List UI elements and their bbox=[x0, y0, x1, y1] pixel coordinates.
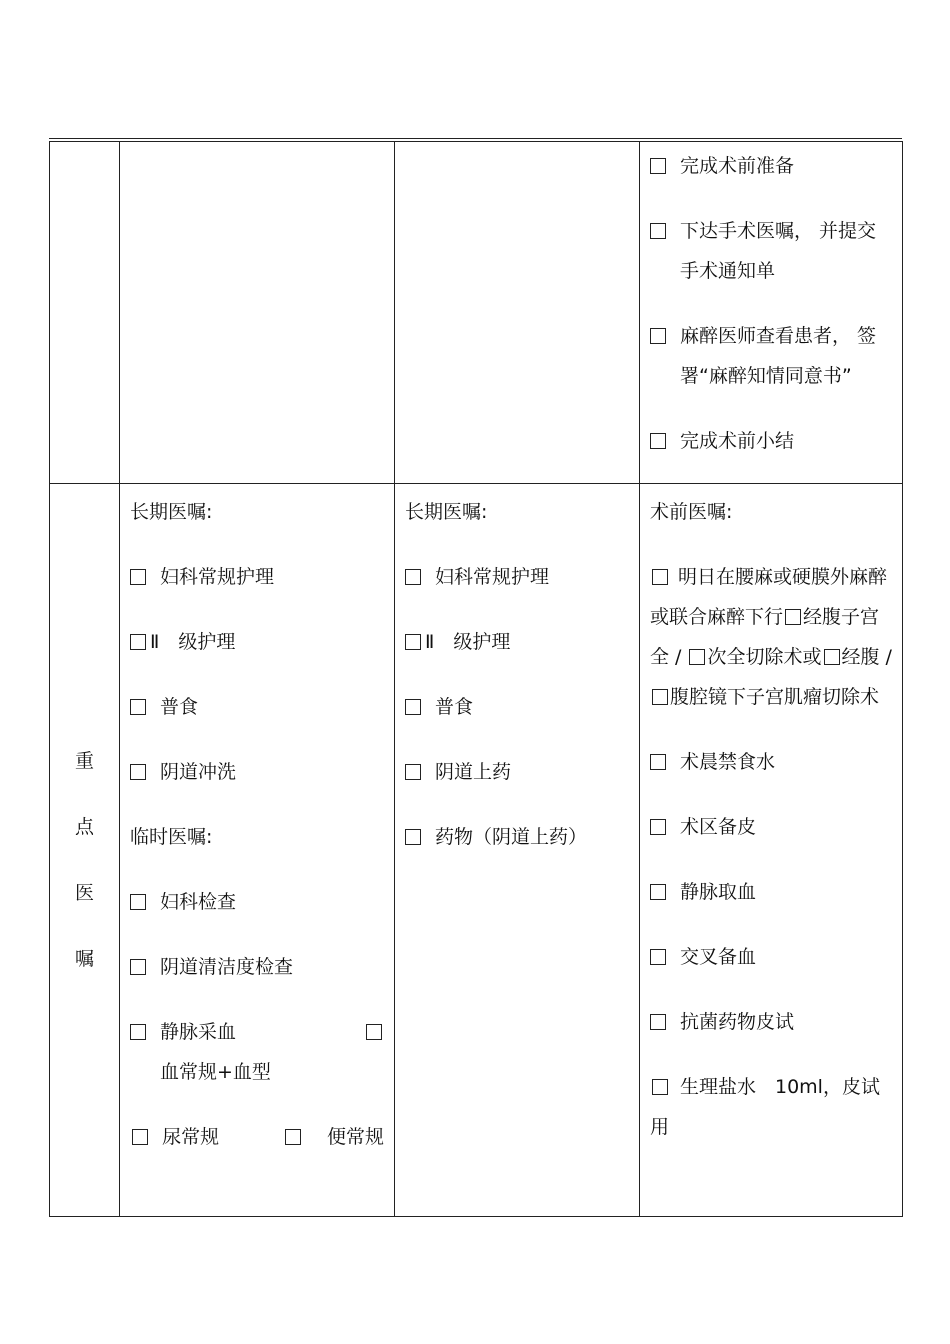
section-heading: 临时医嘱: bbox=[130, 826, 213, 848]
clinical-pathway-table bbox=[49, 141, 903, 1217]
list-item: 交叉备血 bbox=[650, 937, 892, 977]
list-item: 生理盐水 10ml，皮试用 bbox=[650, 1076, 880, 1138]
checkbox[interactable] bbox=[650, 754, 666, 770]
day1-cell bbox=[120, 142, 395, 484]
list-item: 妇科常规护理 bbox=[405, 557, 629, 597]
section-heading: 长期医嘱: bbox=[130, 501, 213, 523]
day2-orders-cell bbox=[395, 484, 640, 1217]
checkbox[interactable] bbox=[130, 959, 146, 975]
list-item: 完成术前小结 bbox=[650, 421, 892, 461]
checkbox[interactable] bbox=[650, 819, 666, 835]
checkbox[interactable] bbox=[130, 894, 146, 910]
list-item: 普食 bbox=[405, 687, 629, 727]
list-item: 下达手术医嘱， 并提交手术通知单 bbox=[650, 211, 892, 291]
checkbox[interactable] bbox=[285, 1129, 301, 1145]
checkbox[interactable] bbox=[130, 699, 146, 715]
checkbox[interactable] bbox=[405, 764, 421, 780]
checkbox[interactable] bbox=[130, 569, 146, 585]
list-item: 阴道冲洗 bbox=[130, 752, 384, 792]
surgery-order: 明日在腰麻或硬膜外麻醉或联合麻醉下行 经腹子宫全 / 次全切除术或 经腹 / 腹腔镜下子宫肌瘤切除术 bbox=[650, 566, 892, 708]
checkbox[interactable] bbox=[689, 649, 705, 665]
list-item: 阴道上药 bbox=[405, 752, 629, 792]
checkbox[interactable] bbox=[132, 1129, 148, 1145]
checkbox[interactable] bbox=[130, 764, 146, 780]
list-item: Ⅱ 级护理 bbox=[405, 622, 629, 662]
list-item: 术晨禁食水 bbox=[650, 742, 892, 782]
list-item: 静脉采血 血常规+血型 bbox=[130, 1012, 384, 1092]
label-cell bbox=[50, 142, 120, 484]
list-item: 抗菌药物皮试 bbox=[650, 1002, 892, 1042]
checkbox[interactable] bbox=[405, 699, 421, 715]
checkbox[interactable] bbox=[785, 609, 801, 625]
list-item: 药物（阴道上药） bbox=[405, 817, 629, 857]
checkbox[interactable] bbox=[652, 1079, 668, 1095]
top-rule bbox=[49, 138, 902, 139]
checkbox[interactable] bbox=[650, 1014, 666, 1030]
list-item: 妇科检查 bbox=[130, 882, 384, 922]
list-item: 完成术前准备 bbox=[650, 146, 892, 186]
day3-orders-cell bbox=[640, 484, 903, 1217]
table-row bbox=[50, 484, 903, 1217]
checkbox[interactable] bbox=[405, 829, 421, 845]
day3-cell bbox=[640, 142, 903, 484]
row-label: 重 点 医 嘱 bbox=[74, 750, 94, 970]
checkbox[interactable] bbox=[824, 649, 840, 665]
checkbox[interactable] bbox=[650, 328, 666, 344]
checkbox[interactable] bbox=[652, 569, 668, 585]
list-item: 阴道清洁度检查 bbox=[130, 947, 384, 987]
list-item: Ⅱ 级护理 bbox=[130, 622, 384, 662]
section-heading: 术前医嘱: bbox=[650, 501, 733, 523]
list-item: 尿常规 便常规 bbox=[130, 1117, 384, 1157]
table-row bbox=[50, 142, 903, 484]
checkbox[interactable] bbox=[652, 689, 668, 705]
checkbox[interactable] bbox=[650, 884, 666, 900]
list-item: 术区备皮 bbox=[650, 807, 892, 847]
checkbox[interactable] bbox=[366, 1024, 382, 1040]
checkbox[interactable] bbox=[650, 433, 666, 449]
list-item: 妇科常规护理 bbox=[130, 557, 384, 597]
list-item: 静脉取血 bbox=[650, 872, 892, 912]
checkbox[interactable] bbox=[130, 634, 146, 650]
section-heading: 长期医嘱: bbox=[405, 501, 488, 523]
list-item: 普食 bbox=[130, 687, 384, 727]
row-label-cell bbox=[50, 484, 120, 1217]
checkbox[interactable] bbox=[405, 569, 421, 585]
checkbox[interactable] bbox=[650, 158, 666, 174]
checkbox[interactable] bbox=[405, 634, 421, 650]
day2-cell bbox=[395, 142, 640, 484]
day1-orders-cell bbox=[120, 484, 395, 1217]
checkbox[interactable] bbox=[650, 949, 666, 965]
checkbox[interactable] bbox=[650, 223, 666, 239]
checkbox[interactable] bbox=[130, 1024, 146, 1040]
list-item: 麻醉医师查看患者， 签署“麻醉知情同意书” bbox=[650, 316, 892, 396]
